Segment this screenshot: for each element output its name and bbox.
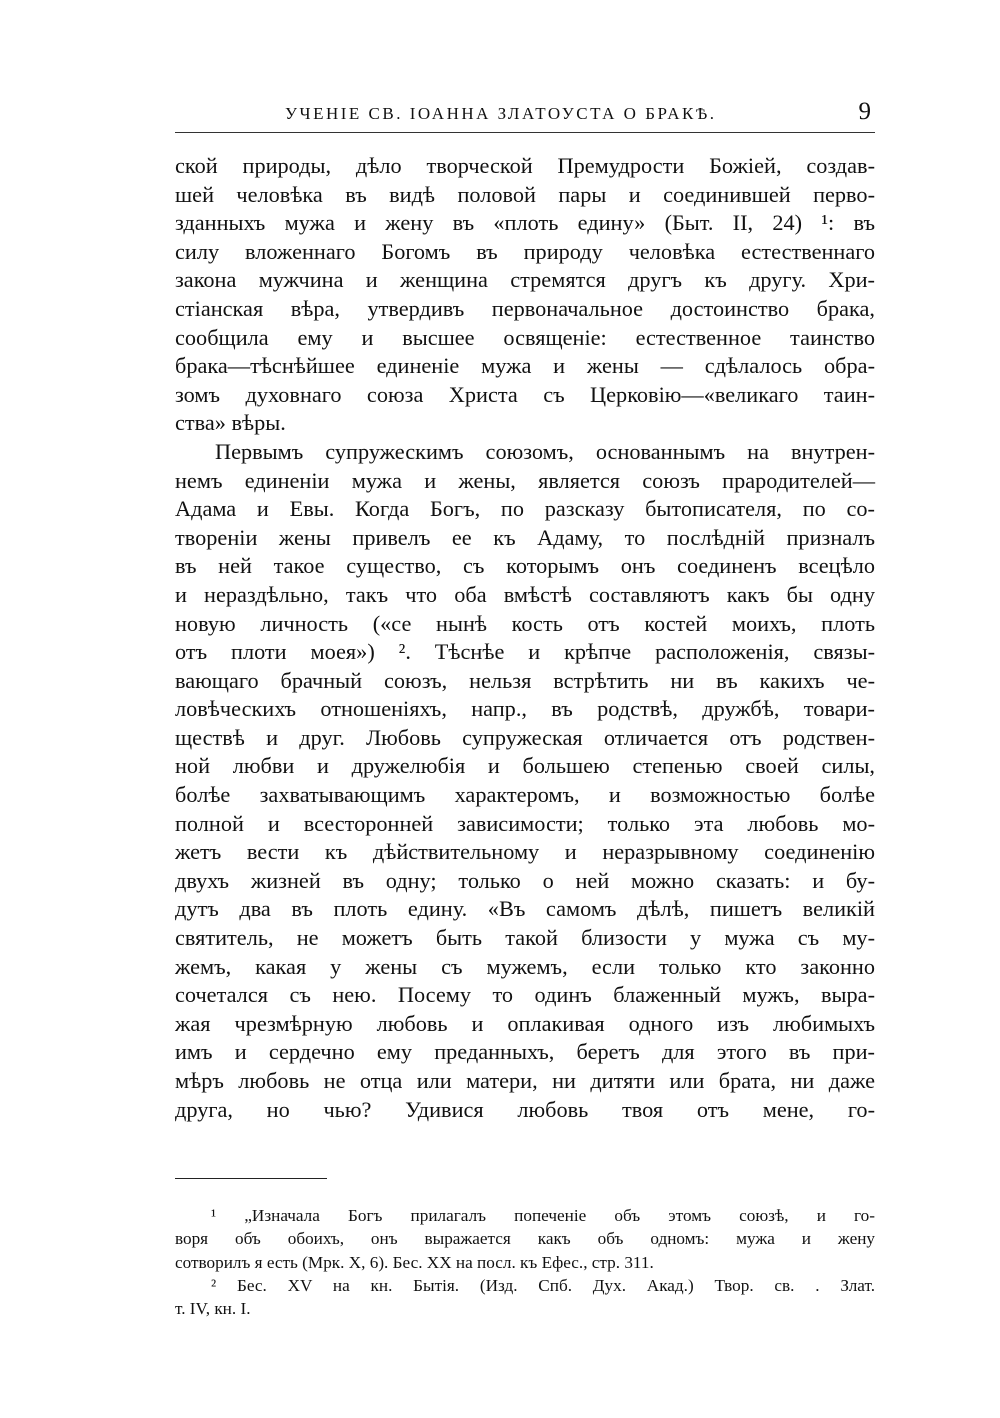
text-line: жемъ, какая у жены съ мужемъ, если только кто законно [175, 953, 875, 979]
text-line: сочетался съ нею. Посему то одинъ блаженный мужъ, выра- [175, 982, 875, 1008]
running-title: УЧЕНІЕ СВ. ІОАННА ЗЛАТОУСТА О БРАКѢ. [285, 104, 717, 123]
text-line: имъ и сердечно ему преданныхъ, беретъ для этого въ при- [175, 1039, 875, 1065]
text-line: друга, но чью? Удивися любовь твоя отъ мене, го- [175, 1096, 875, 1122]
text-line: шей человѣка въ видѣ половой пары и соединившей перво- [175, 181, 875, 207]
text-line: ловѣческихъ отношеніяхъ, напр., въ родствѣ, дружбѣ, товари- [175, 696, 875, 722]
text-line: отъ плоти моея») ². Тѣснѣе и крѣпче расположенія, связы- [175, 639, 875, 665]
text-line: ществѣ и друг. Любовь супружеская отличается отъ родствен- [175, 724, 875, 750]
text-line: ной любви и дружелюбія и большею степенью своей силы, [175, 753, 875, 779]
text-line: жая чрезмѣрную любовь и оплакивая одного изъ любимыхъ [175, 1010, 875, 1036]
text-line: вающаго брачный союзъ, нельзя встрѣтить ни въ какихъ че- [175, 667, 875, 693]
text-line: жетъ вести къ дѣйствительному и неразрывному соединенію [175, 839, 875, 865]
footnote-line: сотворилъ я есть (Мрк. X, 6). Бес. XX на посл. къ Ефес., стр. 311. [175, 1252, 654, 1272]
text-line: зомъ духовнаго союза Христа съ Церковію—«великаго таин- [175, 381, 875, 407]
text-line: силу вложеннаго Богомъ въ природу человѣка естественнаго [175, 238, 875, 264]
text-line: въ ней такое существо, съ которымъ онъ соединенъ всецѣло [175, 553, 875, 579]
text-line: немъ единеніи мужа и жены, является союзъ прародителей— [175, 467, 875, 493]
footnotes [175, 1204, 875, 1320]
text-line: стіанская вѣра, утвердивъ первоначальное достоинство брака, [175, 295, 875, 321]
footnote-line: ² Бес. XV на кн. Бытія. (Изд. Спб. Дух. Акад.) Твор. св. . Злат. [211, 1275, 875, 1295]
footnote-line: ¹ „Изначала Богъ прилагалъ попеченіе объ этомъ союзѣ, и го- [211, 1206, 875, 1225]
running-head [175, 98, 875, 133]
text-line: Первымъ супружескимъ союзомъ, основаннымъ на внутрен- [215, 438, 875, 464]
text-line: полной и всесторонней зависимости; только эта любовь мо- [175, 810, 875, 836]
text-line: болѣе захватывающимъ характеромъ, и возможностью болѣе [175, 782, 875, 808]
text-line: ской природы, дѣло творческой Премудрости Божіей, создав- [175, 153, 875, 178]
text-line: новую личность («се нынѣ кость отъ костей моихъ, плоть [175, 610, 875, 636]
text-line: мѣръ любовь не отца или матери, ни дитяти или брата, ни даже [175, 1068, 875, 1093]
text-line: зданныхъ мужа и жену въ «плоть едину» (Быт. II, 24) ¹: въ [175, 210, 875, 236]
page-number: 9 [858, 98, 871, 125]
text-line: твореніи жены привелъ ее къ Адаму, то послѣдній призналъ [175, 524, 875, 550]
text-line: ства» вѣры. [175, 410, 286, 436]
footnote-line: т. IV, кн. I. [175, 1299, 251, 1319]
text-line: дутъ два въ плоть едину. «Въ самомъ дѣлѣ, пишетъ великій [175, 896, 875, 922]
text-line: закона мужчина и женщина стремятся другъ къ другу. Хри- [175, 267, 875, 293]
text-line: святитель, не можетъ быть такой близости у мужа съ му- [175, 925, 875, 951]
body-text [175, 152, 875, 1124]
text-line: двухъ жизней въ одну; только о ней можно сказать: и бу- [175, 867, 875, 893]
footnote-divider [175, 1178, 327, 1179]
text-line: сообщила ему и высшее освященіе: естественное таинство [175, 324, 875, 350]
text-line: Адама и Евы. Когда Богъ, по разсказу бытописателя, по со- [175, 496, 875, 522]
footnote-line: воря объ обоихъ, онъ выражается какъ объ одномъ: мужа и жену [175, 1229, 875, 1249]
text-line: и нераздѣльно, такъ что оба вмѣстѣ составляютъ какъ бы одну [175, 581, 875, 607]
text-line: брака—тѣснѣйшее единеніе мужа и жены — сдѣлалось обра- [175, 353, 875, 379]
